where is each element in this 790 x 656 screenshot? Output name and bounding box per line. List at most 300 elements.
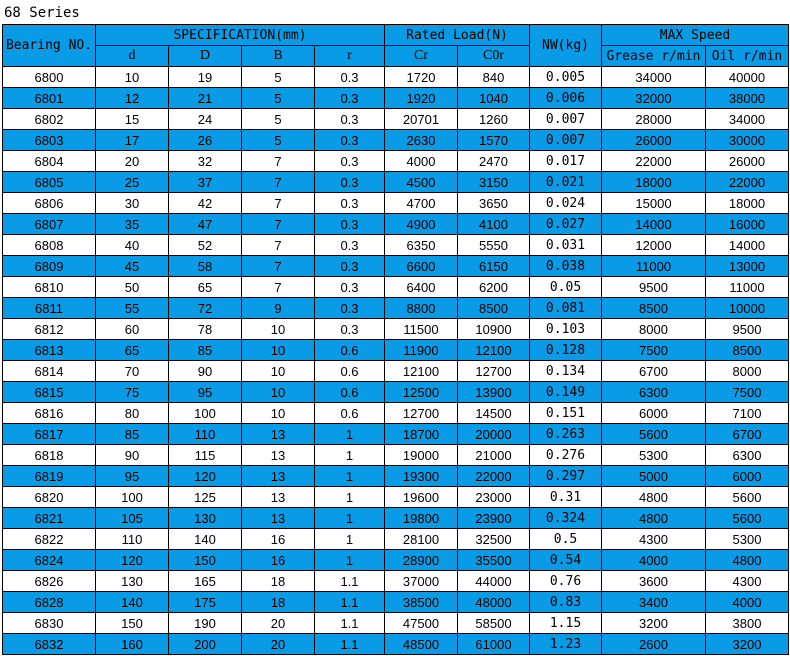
cell-grease: 5300 xyxy=(602,445,706,466)
cell-B: 20 xyxy=(242,613,315,634)
cell-B: 13 xyxy=(242,487,315,508)
cell-nw: 0.007 xyxy=(530,109,602,130)
cell-nw: 0.021 xyxy=(530,172,602,193)
cell-B: 7 xyxy=(242,151,315,172)
cell-bearing-no: 6801 xyxy=(3,88,96,109)
cell-B: 16 xyxy=(242,529,315,550)
header-r: r xyxy=(315,46,385,67)
cell-nw: 0.5 xyxy=(530,529,602,550)
cell-d: 20 xyxy=(96,151,169,172)
cell-cr: 12700 xyxy=(385,403,458,424)
cell-oil: 34000 xyxy=(706,109,789,130)
cell-D: 52 xyxy=(169,235,242,256)
cell-D: 58 xyxy=(169,256,242,277)
cell-d: 35 xyxy=(96,214,169,235)
cell-c0r: 8500 xyxy=(458,298,530,319)
cell-grease: 9500 xyxy=(602,277,706,298)
cell-bearing-no: 6807 xyxy=(3,214,96,235)
cell-cr: 11500 xyxy=(385,319,458,340)
cell-bearing-no: 6818 xyxy=(3,445,96,466)
cell-c0r: 32500 xyxy=(458,529,530,550)
cell-oil: 8500 xyxy=(706,340,789,361)
cell-nw: 0.006 xyxy=(530,88,602,109)
table-title: 68 Series xyxy=(4,5,80,21)
cell-r: 0.6 xyxy=(315,361,385,382)
table-row xyxy=(3,634,789,655)
cell-grease: 4800 xyxy=(602,508,706,529)
cell-c0r: 1040 xyxy=(458,88,530,109)
cell-d: 130 xyxy=(96,571,169,592)
cell-c0r: 1570 xyxy=(458,130,530,151)
cell-bearing-no: 6819 xyxy=(3,466,96,487)
table-row xyxy=(3,214,789,235)
cell-r: 0.3 xyxy=(315,151,385,172)
cell-B: 13 xyxy=(242,466,315,487)
cell-c0r: 12700 xyxy=(458,361,530,382)
cell-oil: 22000 xyxy=(706,172,789,193)
cell-B: 7 xyxy=(242,235,315,256)
cell-bearing-no: 6826 xyxy=(3,571,96,592)
cell-B: 13 xyxy=(242,445,315,466)
cell-nw: 0.83 xyxy=(530,592,602,613)
cell-B: 7 xyxy=(242,256,315,277)
cell-bearing-no: 6832 xyxy=(3,634,96,655)
cell-cr: 4900 xyxy=(385,214,458,235)
cell-nw: 1.23 xyxy=(530,634,602,655)
cell-d: 65 xyxy=(96,340,169,361)
header-d: d xyxy=(96,46,169,67)
cell-cr: 19600 xyxy=(385,487,458,508)
cell-oil: 11000 xyxy=(706,277,789,298)
cell-B: 7 xyxy=(242,214,315,235)
cell-c0r: 1260 xyxy=(458,109,530,130)
cell-c0r: 6150 xyxy=(458,256,530,277)
cell-B: 10 xyxy=(242,382,315,403)
cell-D: 100 xyxy=(169,403,242,424)
table-row xyxy=(3,298,789,319)
cell-B: 5 xyxy=(242,67,315,88)
cell-nw: 1.15 xyxy=(530,613,602,634)
cell-oil: 4000 xyxy=(706,592,789,613)
cell-oil: 10000 xyxy=(706,298,789,319)
cell-r: 0.3 xyxy=(315,130,385,151)
cell-r: 0.3 xyxy=(315,193,385,214)
cell-D: 140 xyxy=(169,529,242,550)
cell-nw: 0.081 xyxy=(530,298,602,319)
cell-grease: 8500 xyxy=(602,298,706,319)
cell-oil: 6300 xyxy=(706,445,789,466)
table-row xyxy=(3,340,789,361)
cell-r: 0.3 xyxy=(315,277,385,298)
cell-r: 0.3 xyxy=(315,109,385,130)
cell-bearing-no: 6806 xyxy=(3,193,96,214)
header-rated-load: Rated Load(N) xyxy=(385,25,530,46)
cell-bearing-no: 6816 xyxy=(3,403,96,424)
cell-d: 10 xyxy=(96,67,169,88)
cell-grease: 12000 xyxy=(602,235,706,256)
cell-c0r: 5550 xyxy=(458,235,530,256)
cell-D: 21 xyxy=(169,88,242,109)
cell-nw: 0.134 xyxy=(530,361,602,382)
cell-d: 15 xyxy=(96,109,169,130)
table-row xyxy=(3,193,789,214)
cell-cr: 19000 xyxy=(385,445,458,466)
cell-r: 1 xyxy=(315,445,385,466)
header-nw: NW(kg) xyxy=(530,25,602,67)
cell-bearing-no: 6820 xyxy=(3,487,96,508)
cell-nw: 0.005 xyxy=(530,67,602,88)
cell-r: 0.3 xyxy=(315,319,385,340)
cell-r: 0.3 xyxy=(315,298,385,319)
cell-D: 65 xyxy=(169,277,242,298)
table-row xyxy=(3,592,789,613)
cell-d: 150 xyxy=(96,613,169,634)
cell-grease: 11000 xyxy=(602,256,706,277)
cell-c0r: 22000 xyxy=(458,466,530,487)
cell-nw: 0.05 xyxy=(530,277,602,298)
cell-r: 1 xyxy=(315,466,385,487)
cell-grease: 5600 xyxy=(602,424,706,445)
cell-bearing-no: 6814 xyxy=(3,361,96,382)
cell-d: 12 xyxy=(96,88,169,109)
table-row xyxy=(3,361,789,382)
table-row xyxy=(3,151,789,172)
table-row xyxy=(3,277,789,298)
cell-B: 18 xyxy=(242,571,315,592)
cell-r: 1 xyxy=(315,424,385,445)
cell-oil: 3200 xyxy=(706,634,789,655)
cell-D: 24 xyxy=(169,109,242,130)
table-row xyxy=(3,445,789,466)
cell-grease: 34000 xyxy=(602,67,706,88)
cell-B: 10 xyxy=(242,319,315,340)
cell-c0r: 35500 xyxy=(458,550,530,571)
cell-bearing-no: 6821 xyxy=(3,508,96,529)
cell-grease: 32000 xyxy=(602,88,706,109)
cell-grease: 4800 xyxy=(602,487,706,508)
cell-D: 78 xyxy=(169,319,242,340)
table-row xyxy=(3,529,789,550)
cell-D: 200 xyxy=(169,634,242,655)
cell-nw: 0.76 xyxy=(530,571,602,592)
cell-B: 7 xyxy=(242,172,315,193)
cell-cr: 6350 xyxy=(385,235,458,256)
cell-r: 0.3 xyxy=(315,256,385,277)
cell-nw: 0.017 xyxy=(530,151,602,172)
cell-nw: 0.149 xyxy=(530,382,602,403)
cell-d: 25 xyxy=(96,172,169,193)
cell-cr: 6400 xyxy=(385,277,458,298)
cell-bearing-no: 6810 xyxy=(3,277,96,298)
table-row xyxy=(3,319,789,340)
cell-r: 1 xyxy=(315,529,385,550)
cell-nw: 0.324 xyxy=(530,508,602,529)
cell-c0r: 23000 xyxy=(458,487,530,508)
cell-nw: 0.038 xyxy=(530,256,602,277)
table-row xyxy=(3,382,789,403)
cell-bearing-no: 6824 xyxy=(3,550,96,571)
cell-D: 26 xyxy=(169,130,242,151)
cell-c0r: 21000 xyxy=(458,445,530,466)
cell-nw: 0.031 xyxy=(530,235,602,256)
cell-oil: 7500 xyxy=(706,382,789,403)
cell-D: 37 xyxy=(169,172,242,193)
table-row xyxy=(3,109,789,130)
cell-oil: 14000 xyxy=(706,235,789,256)
cell-nw: 0.007 xyxy=(530,130,602,151)
cell-bearing-no: 6802 xyxy=(3,109,96,130)
cell-c0r: 13900 xyxy=(458,382,530,403)
cell-grease: 2600 xyxy=(602,634,706,655)
cell-B: 18 xyxy=(242,592,315,613)
cell-cr: 20701 xyxy=(385,109,458,130)
cell-c0r: 14500 xyxy=(458,403,530,424)
cell-bearing-no: 6813 xyxy=(3,340,96,361)
cell-bearing-no: 6800 xyxy=(3,67,96,88)
cell-d: 110 xyxy=(96,529,169,550)
cell-r: 0.6 xyxy=(315,403,385,424)
cell-c0r: 3650 xyxy=(458,193,530,214)
cell-B: 20 xyxy=(242,634,315,655)
header-oil: Oil r/min xyxy=(706,46,789,67)
cell-oil: 3800 xyxy=(706,613,789,634)
cell-bearing-no: 6815 xyxy=(3,382,96,403)
cell-oil: 38000 xyxy=(706,88,789,109)
cell-grease: 26000 xyxy=(602,130,706,151)
cell-cr: 48500 xyxy=(385,634,458,655)
cell-D: 190 xyxy=(169,613,242,634)
cell-nw: 0.263 xyxy=(530,424,602,445)
cell-oil: 5300 xyxy=(706,529,789,550)
cell-D: 90 xyxy=(169,361,242,382)
table-row xyxy=(3,88,789,109)
cell-cr: 4700 xyxy=(385,193,458,214)
cell-bearing-no: 6803 xyxy=(3,130,96,151)
table-row xyxy=(3,130,789,151)
cell-D: 130 xyxy=(169,508,242,529)
cell-grease: 3400 xyxy=(602,592,706,613)
cell-bearing-no: 6822 xyxy=(3,529,96,550)
cell-grease: 7500 xyxy=(602,340,706,361)
cell-bearing-no: 6830 xyxy=(3,613,96,634)
cell-bearing-no: 6804 xyxy=(3,151,96,172)
cell-oil: 16000 xyxy=(706,214,789,235)
cell-grease: 4300 xyxy=(602,529,706,550)
cell-r: 0.3 xyxy=(315,235,385,256)
cell-c0r: 4100 xyxy=(458,214,530,235)
cell-grease: 15000 xyxy=(602,193,706,214)
cell-grease: 5000 xyxy=(602,466,706,487)
cell-c0r: 2470 xyxy=(458,151,530,172)
cell-oil: 7100 xyxy=(706,403,789,424)
cell-bearing-no: 6811 xyxy=(3,298,96,319)
cell-bearing-no: 6828 xyxy=(3,592,96,613)
cell-nw: 0.31 xyxy=(530,487,602,508)
cell-r: 0.3 xyxy=(315,67,385,88)
cell-c0r: 20000 xyxy=(458,424,530,445)
cell-c0r: 61000 xyxy=(458,634,530,655)
cell-oil: 13000 xyxy=(706,256,789,277)
cell-d: 45 xyxy=(96,256,169,277)
cell-d: 40 xyxy=(96,235,169,256)
cell-cr: 2630 xyxy=(385,130,458,151)
cell-d: 95 xyxy=(96,466,169,487)
cell-grease: 28000 xyxy=(602,109,706,130)
cell-cr: 1920 xyxy=(385,88,458,109)
header-B: B xyxy=(242,46,315,67)
table-row xyxy=(3,613,789,634)
cell-cr: 12500 xyxy=(385,382,458,403)
cell-c0r: 44000 xyxy=(458,571,530,592)
cell-oil: 4300 xyxy=(706,571,789,592)
cell-grease: 4000 xyxy=(602,550,706,571)
cell-oil: 5600 xyxy=(706,487,789,508)
cell-D: 125 xyxy=(169,487,242,508)
cell-D: 150 xyxy=(169,550,242,571)
table-row xyxy=(3,508,789,529)
cell-B: 7 xyxy=(242,277,315,298)
cell-r: 1.1 xyxy=(315,613,385,634)
cell-d: 75 xyxy=(96,382,169,403)
cell-grease: 3200 xyxy=(602,613,706,634)
header-specification: SPECIFICATION(mm) xyxy=(96,25,385,46)
cell-d: 100 xyxy=(96,487,169,508)
cell-r: 1.1 xyxy=(315,592,385,613)
cell-d: 105 xyxy=(96,508,169,529)
cell-cr: 4000 xyxy=(385,151,458,172)
cell-D: 42 xyxy=(169,193,242,214)
cell-oil: 5600 xyxy=(706,508,789,529)
cell-B: 16 xyxy=(242,550,315,571)
table-row xyxy=(3,487,789,508)
cell-bearing-no: 6805 xyxy=(3,172,96,193)
cell-cr: 8800 xyxy=(385,298,458,319)
cell-nw: 0.128 xyxy=(530,340,602,361)
cell-B: 9 xyxy=(242,298,315,319)
cell-d: 30 xyxy=(96,193,169,214)
cell-B: 13 xyxy=(242,424,315,445)
bearing-spec-table xyxy=(2,24,789,655)
cell-D: 115 xyxy=(169,445,242,466)
cell-r: 1.1 xyxy=(315,634,385,655)
cell-c0r: 10900 xyxy=(458,319,530,340)
cell-d: 85 xyxy=(96,424,169,445)
header-bearing-no: Bearing NO. xyxy=(3,25,96,67)
header-cr: Cr xyxy=(385,46,458,67)
cell-grease: 18000 xyxy=(602,172,706,193)
cell-cr: 18700 xyxy=(385,424,458,445)
table-row xyxy=(3,466,789,487)
cell-d: 50 xyxy=(96,277,169,298)
cell-r: 1 xyxy=(315,508,385,529)
cell-grease: 8000 xyxy=(602,319,706,340)
cell-D: 110 xyxy=(169,424,242,445)
cell-r: 0.3 xyxy=(315,214,385,235)
cell-r: 0.6 xyxy=(315,382,385,403)
header-grease: Grease r/min xyxy=(602,46,706,67)
cell-D: 47 xyxy=(169,214,242,235)
cell-r: 1.1 xyxy=(315,571,385,592)
table-row xyxy=(3,550,789,571)
table-body xyxy=(3,67,789,655)
cell-D: 120 xyxy=(169,466,242,487)
cell-nw: 0.024 xyxy=(530,193,602,214)
cell-grease: 3600 xyxy=(602,571,706,592)
cell-d: 70 xyxy=(96,361,169,382)
cell-c0r: 58500 xyxy=(458,613,530,634)
cell-d: 160 xyxy=(96,634,169,655)
cell-grease: 6000 xyxy=(602,403,706,424)
cell-r: 1 xyxy=(315,487,385,508)
cell-cr: 28100 xyxy=(385,529,458,550)
table-row xyxy=(3,571,789,592)
cell-d: 140 xyxy=(96,592,169,613)
cell-d: 120 xyxy=(96,550,169,571)
cell-grease: 6300 xyxy=(602,382,706,403)
cell-oil: 18000 xyxy=(706,193,789,214)
cell-B: 7 xyxy=(242,193,315,214)
cell-cr: 6600 xyxy=(385,256,458,277)
cell-oil: 4800 xyxy=(706,550,789,571)
cell-D: 165 xyxy=(169,571,242,592)
table-row xyxy=(3,172,789,193)
cell-nw: 0.027 xyxy=(530,214,602,235)
cell-r: 1 xyxy=(315,550,385,571)
cell-r: 0.3 xyxy=(315,172,385,193)
cell-grease: 22000 xyxy=(602,151,706,172)
cell-B: 5 xyxy=(242,88,315,109)
cell-bearing-no: 6809 xyxy=(3,256,96,277)
cell-d: 55 xyxy=(96,298,169,319)
cell-r: 0.6 xyxy=(315,340,385,361)
cell-oil: 26000 xyxy=(706,151,789,172)
cell-D: 32 xyxy=(169,151,242,172)
cell-cr: 19300 xyxy=(385,466,458,487)
cell-c0r: 3150 xyxy=(458,172,530,193)
cell-D: 19 xyxy=(169,67,242,88)
cell-d: 17 xyxy=(96,130,169,151)
cell-D: 175 xyxy=(169,592,242,613)
cell-c0r: 6200 xyxy=(458,277,530,298)
cell-nw: 0.151 xyxy=(530,403,602,424)
cell-d: 60 xyxy=(96,319,169,340)
header-c0r: C0r xyxy=(458,46,530,67)
table-row xyxy=(3,235,789,256)
cell-cr: 38500 xyxy=(385,592,458,613)
header-max-speed: MAX Speed xyxy=(602,25,789,46)
cell-nw: 0.54 xyxy=(530,550,602,571)
cell-B: 10 xyxy=(242,361,315,382)
cell-grease: 6700 xyxy=(602,361,706,382)
cell-r: 0.3 xyxy=(315,88,385,109)
cell-cr: 28900 xyxy=(385,550,458,571)
cell-oil: 6000 xyxy=(706,466,789,487)
cell-nw: 0.297 xyxy=(530,466,602,487)
cell-c0r: 23900 xyxy=(458,508,530,529)
table-row xyxy=(3,67,789,88)
cell-D: 72 xyxy=(169,298,242,319)
cell-oil: 40000 xyxy=(706,67,789,88)
cell-d: 80 xyxy=(96,403,169,424)
cell-bearing-no: 6808 xyxy=(3,235,96,256)
cell-bearing-no: 6817 xyxy=(3,424,96,445)
cell-cr: 12100 xyxy=(385,361,458,382)
cell-cr: 47500 xyxy=(385,613,458,634)
cell-oil: 6700 xyxy=(706,424,789,445)
cell-B: 5 xyxy=(242,130,315,151)
table-row xyxy=(3,424,789,445)
cell-grease: 14000 xyxy=(602,214,706,235)
